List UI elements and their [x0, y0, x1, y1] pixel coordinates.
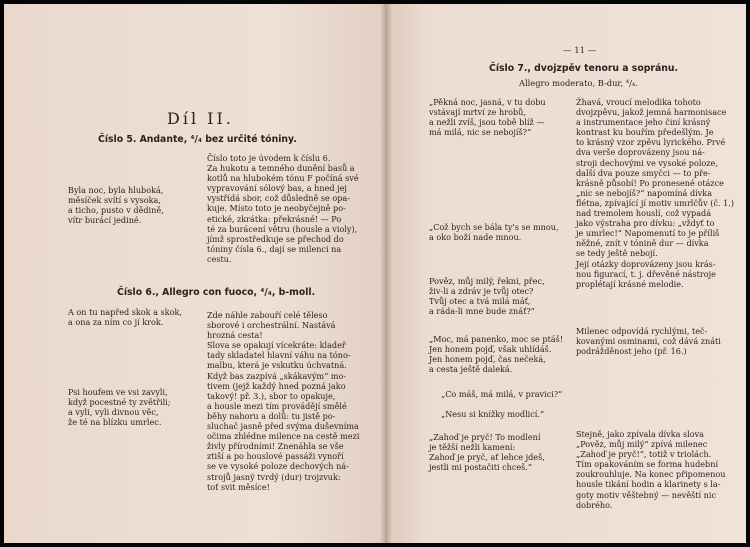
section-7-verse-d [429, 334, 563, 374]
prose-line: tóniny čísla 6., dají se milenci na [207, 243, 342, 254]
verse-line: A on tu napřed skok a skok, [68, 307, 182, 317]
prose-line: krásně působí! Po pronesené otázce [576, 177, 724, 188]
prose-line: dobrého. [576, 499, 613, 510]
verse-line: živ-li a zdráv je tvůj otec? [429, 286, 534, 297]
verse-line: Byla noc, byla hluboká, [68, 185, 164, 195]
verse-line: když pocestné ty zvětřili; [68, 397, 171, 408]
section-5-heading: Číslo 5. Andante, ⁴/₄ bez určité tóniny. [98, 134, 297, 145]
prose-line: vypravování sólový bas, a hned jej [207, 183, 347, 194]
prose-line: Slova se opakují vícekráte: kladeř [207, 340, 346, 351]
prose-line: „Zahoď je pryč!“, totiž v triolách. [576, 449, 712, 460]
prose-line: kotlů na hlubokém tónu F počíná své [207, 173, 359, 184]
prose-line: jímž sprostředkuje se přechod do [207, 233, 344, 244]
prose-line: vystřídá sbor, což důsledně se opa- [207, 193, 350, 204]
section-7-commentary-1 [576, 97, 734, 289]
prose-line: a housle mezi tím provádějí smělé [207, 400, 347, 411]
verse-line: a nežli zvíš, jsou tobě blíž — [429, 117, 545, 128]
verse-line: že té na blízku umrlec. [68, 417, 162, 428]
left-page [4, 4, 385, 543]
prose-line: té za burácení větru (housle a violy), [207, 223, 358, 234]
prose-line: Zde náhle zabouří celé těleso [207, 310, 328, 320]
verse-line: vstávají mrtví ze hrobů, [429, 107, 526, 118]
section-7-verse-f: „Nesu si knížky modlicí.“ [441, 409, 545, 419]
prose-line: se ve vysoké poloze dechových ná- [207, 461, 349, 472]
book-spread [4, 4, 746, 543]
prose-line: malbu, která je vskutku úchvatná. [207, 360, 347, 371]
section-7-verse-g [429, 432, 545, 472]
prose-line: nad tremolem houslí, což vypadá [576, 208, 712, 219]
prose-line: goty motiv věštebný — nevěští nic [576, 489, 717, 500]
section-7-commentary-3 [576, 429, 726, 510]
prose-line: nou figurací, t. j. dřevěné nástroje [576, 268, 716, 279]
prose-line: flétna, zpívající jí motiv umrlčův (č. 1.) [576, 197, 735, 208]
prose-line: tady skladatel hlavní váhu na tóno- [207, 350, 351, 361]
prose-line: hrozná cesta! [207, 330, 263, 341]
verse-line: je těžší nežli kamení: [429, 442, 516, 453]
verse-line: Psi houfem ve vsi zavyli, [68, 387, 168, 397]
verse-line: a cesta ještě daleká. [429, 364, 513, 375]
prose-line: kontrast ku bouřím předešlým. Je [576, 127, 714, 138]
prose-line: dva verše doprovázeny jsou ná- [576, 147, 705, 158]
prose-line: stroji dechovými ve vysoké poloze, [576, 157, 718, 168]
verse-line: „Moc, má panenko, moc se ptáš! [429, 334, 564, 344]
verse-line: „Zahoď je pryč! To modlení [429, 432, 541, 442]
prose-line: strojů jasný tvrdý (dur) trojzvuk: [207, 471, 341, 482]
prose-line: sluchač jasně před svýma duševníma [207, 421, 359, 432]
prose-line: podrážděnost jeho (př. 16.) [576, 346, 687, 357]
prose-line: se tedy ještě nebojí. [576, 248, 658, 259]
prose-line: a instrumentace jeho činí krásný [576, 117, 711, 128]
prose-line: cestu. [207, 253, 232, 264]
verse-line: Zahoď je pryč, ať lehce jdeš, [429, 452, 545, 463]
prose-line: proplétají krásné melodie. [576, 278, 684, 289]
prose-line: další dva pouze smyčci — to pře- [576, 167, 711, 178]
section-7-commentary-2 [576, 326, 721, 356]
prose-line: Když bas zazpívá „skákavým“ mo- [207, 370, 347, 381]
verse-line: a ona za ním co jí krok. [68, 317, 164, 328]
prose-line: očima zhlédne milence na cestě mezi [207, 431, 360, 442]
section-6-heading: Číslo 6., Allegro con fuoco, ⁴/₄, b-moll. [117, 287, 316, 298]
prose-line: Její otázky doprovázeny jsou krás- [576, 258, 716, 269]
prose-line: sborové i orchestrální. Nastává [207, 320, 336, 331]
book-gutter [380, 4, 392, 543]
verse-line: a ráda-li mne bude znáť?“ [429, 306, 535, 317]
verse-line: měsíček svítí s vysoka, [68, 195, 161, 206]
section-7-verse-a [429, 97, 546, 137]
verse-line: Jen honem pojď, čas nečeká, [429, 354, 546, 365]
section-7-heading: Číslo 7., dvojzpěv tenoru a sopránu. [489, 63, 678, 74]
verse-line: jestli mi postačiti chceš.“ [429, 462, 533, 473]
section-7-verse-b [429, 222, 559, 242]
prose-line: běhy nahoru a dolů: tu jistě po- [207, 410, 336, 421]
verse-line: vítr burácí jediné. [68, 215, 142, 226]
section-6-verse-2 [68, 387, 171, 427]
prose-line: jako výstraha pro dívku: „vždyť to [576, 218, 715, 229]
prose-line: Stejně, jako zpívala dívka slova [576, 429, 705, 439]
prose-line: to krásný vzor zpěvu lyrického. Prvé [576, 137, 726, 148]
prose-line: „nic se nebojíš?“ napomíná dívka [576, 187, 713, 198]
prose-line: „Pověz, můj milý“ zpívá milenec [576, 439, 708, 450]
section-5-commentary [207, 153, 359, 264]
prose-line: Za hukotu a temného dunění basů a [207, 163, 355, 174]
verse-line: Jen honem pojď, však uhlídáš. [429, 344, 552, 355]
prose-line: Milenec odpovídá rychlými, teč- [576, 326, 708, 336]
section-7-tempo: Allegro moderato, B-dur, ⁴/₄. [519, 78, 638, 88]
prose-line: Tím opakováním se forma hudební [576, 459, 719, 470]
prose-line: Žhavá, vroucí melodika tohoto [576, 97, 701, 107]
verse-line: Tvůj otec a tvá milá máť, [429, 296, 531, 307]
prose-line: Číslo toto je úvodem k číslu 6. [207, 153, 331, 163]
verse-line: „Což bych se bála ty's se mnou, [429, 222, 559, 232]
prose-line: živly přírodními! Znenáhla se vše [207, 441, 344, 452]
prose-line: dvojzpěvu, jakož jemná harmonisace [576, 107, 727, 118]
verse-line: a vyli, vyli divnou věc, [68, 407, 159, 418]
prose-line: je umrlec!“ Napomenutí to je příliš [576, 228, 720, 239]
right-page [385, 4, 746, 543]
prose-line: etické, zkrátka: překrásné! — Po [207, 213, 342, 224]
part-title: Díl II. [167, 109, 234, 128]
prose-line: ztiší a po houslové passáži vynoří [207, 451, 344, 462]
page-number: — 11 — [563, 46, 597, 56]
prose-line: housle tikání hodin a klarinety s la- [576, 479, 721, 490]
section-6-commentary [207, 310, 359, 492]
prose-line: toť svit měsíce! [207, 481, 270, 492]
verse-line: „Pěkná noc, jasná, v tu dobu [429, 97, 546, 107]
section-6-verse-1 [68, 307, 182, 327]
prose-line: tivem (jejž každý hned pozná jako [207, 380, 346, 391]
prose-line: něžné, znít v tónině dur — dívka [576, 238, 709, 249]
verse-line: a ticho, pusto v dědině, [68, 205, 164, 216]
prose-line: kovanými osminami, což dává znáti [576, 336, 721, 347]
verse-line: a oko boží nade mnou. [429, 232, 522, 243]
prose-line: kuje. Místo toto je neobyčejně po- [207, 203, 346, 214]
verse-line: má milá, nic se nebojíš?“ [429, 127, 532, 138]
section-7-verse-c [429, 276, 545, 316]
section-7-verse-e: „Co máš, má milá, v pravici?“ [441, 389, 563, 399]
section-5-verse [68, 185, 164, 225]
prose-line: zoukrouhluje. Na konec připomenou [576, 469, 726, 480]
prose-line: takový! př. 3.), sbor to opakuje, [207, 390, 336, 401]
verse-line: Pověz, můj milý, řekni, přec, [429, 276, 545, 286]
